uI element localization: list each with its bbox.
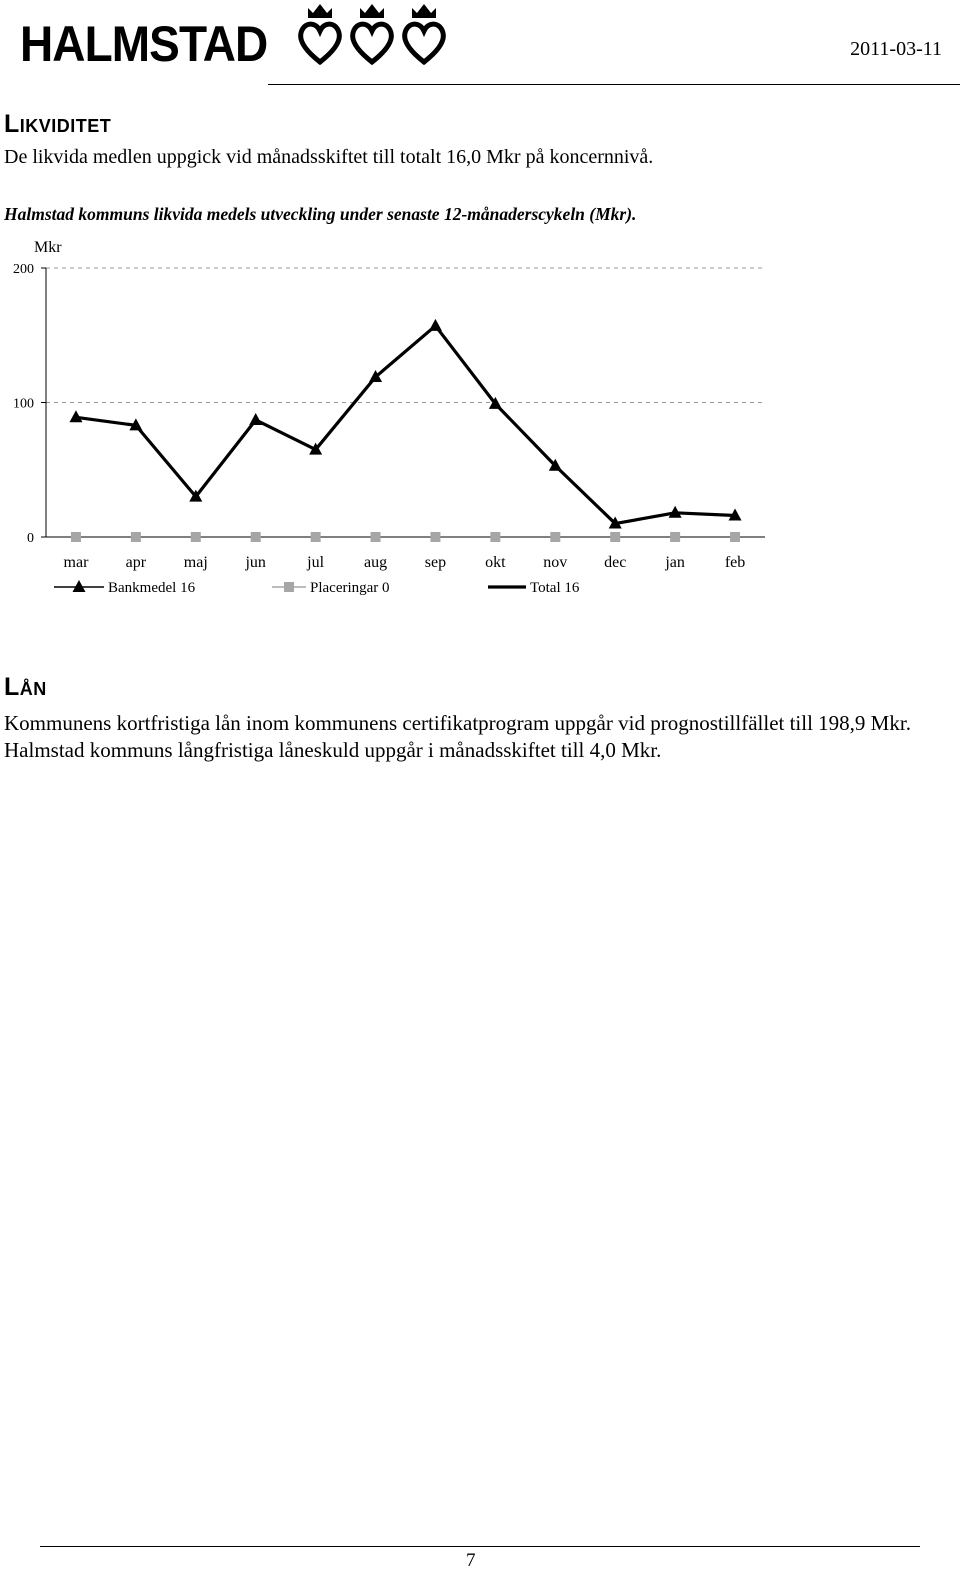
header-rule xyxy=(268,84,960,85)
x-tick-label: maj xyxy=(183,554,208,571)
likviditet-paragraph: De likvida medlen uppgick vid månadsskiftet till totalt 16,0 Mkr på koncernnivå. xyxy=(4,146,654,168)
x-tick-label: aug xyxy=(363,554,388,571)
page-number: 7 xyxy=(466,1550,476,1571)
data-point-placeringar xyxy=(371,532,381,542)
data-point-placeringar xyxy=(730,532,740,542)
data-point-placeringar xyxy=(670,532,680,542)
x-tick-label: mar xyxy=(63,554,89,571)
data-point-placeringar xyxy=(430,532,440,542)
chart-caption: Halmstad kommuns likvida medels utveckling under senaste 12-månaderscykeln (Mkr). xyxy=(4,204,637,224)
x-tick-label: dec xyxy=(604,554,627,571)
x-tick-label: jul xyxy=(307,554,325,571)
legend-bankmedel-marker xyxy=(73,580,86,592)
series-line-bankmedel xyxy=(76,326,735,524)
x-tick-label: nov xyxy=(543,554,568,571)
data-point-placeringar xyxy=(71,532,81,542)
data-point-bankmedel xyxy=(429,319,442,331)
page-header xyxy=(0,0,960,90)
document-date: 2011-03-11 xyxy=(850,38,942,60)
three-crowned-hearts-icon xyxy=(296,2,448,66)
data-point-placeringar xyxy=(550,532,560,542)
data-point-placeringar xyxy=(610,532,620,542)
data-point-placeringar xyxy=(490,532,500,542)
lan-paragraph: Kommunens kortfristiga lån inom kommunens certifikatprogram uppgår vid prognostillfället till 198,9 Mkr. Halmstad kommuns långfristiga låneskuld uppgår i månadsskiftet till 4,0 Mkr. xyxy=(4,711,911,762)
legend-total-label: Total 16 xyxy=(530,580,580,596)
legend-bankmedel-label: Bankmedel 16 xyxy=(108,580,196,596)
legend-placeringar-label: Placeringar 0 xyxy=(310,580,390,596)
x-tick-label: feb xyxy=(724,554,746,571)
data-point-bankmedel xyxy=(249,413,262,425)
x-tick-label: jan xyxy=(665,554,685,571)
x-tick-label: apr xyxy=(125,554,147,571)
liquidity-line-chart xyxy=(0,230,800,610)
data-point-placeringar xyxy=(191,532,201,542)
data-point-placeringar xyxy=(311,532,321,542)
data-point-placeringar xyxy=(251,532,261,542)
data-point-placeringar xyxy=(131,532,141,542)
x-tick-label: sep xyxy=(424,554,447,571)
section-heading-lan: Lån xyxy=(4,673,47,701)
logo-wordmark: HALMSTAD xyxy=(20,16,268,72)
x-tick-label: okt xyxy=(485,554,506,571)
section-heading-likviditet: Likviditet xyxy=(4,110,112,138)
y-tick-label: 100 xyxy=(13,396,34,412)
y-tick-label: 0 xyxy=(27,531,34,546)
series-line-total xyxy=(76,326,735,524)
footer-rule xyxy=(40,1546,920,1547)
y-axis-label: Mkr xyxy=(34,239,62,256)
x-tick-label: jun xyxy=(245,554,266,571)
y-tick-label: 200 xyxy=(13,262,34,277)
legend-placeringar-marker xyxy=(284,582,294,592)
